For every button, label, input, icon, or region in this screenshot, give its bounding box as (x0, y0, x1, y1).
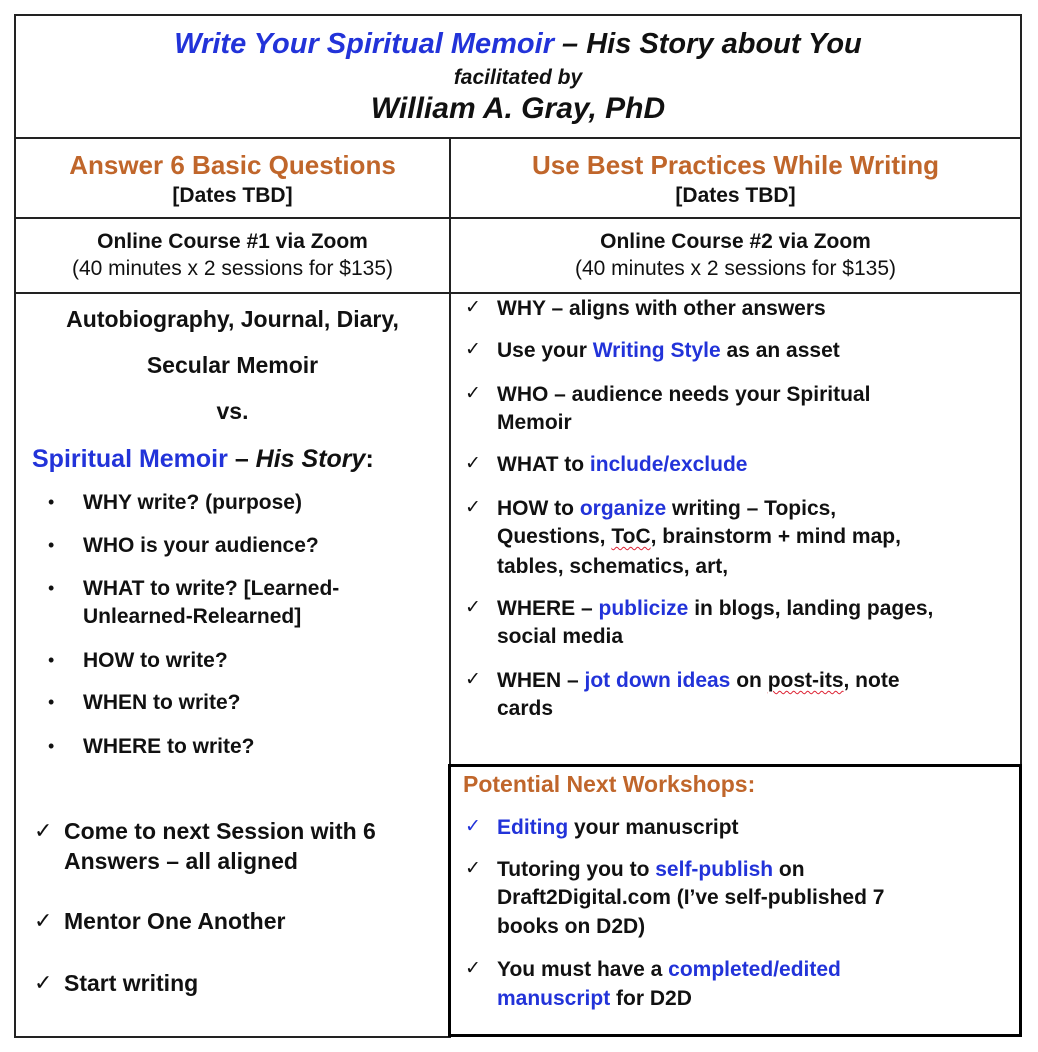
check-icon: ✓ (465, 958, 481, 979)
bullet-dot: • (48, 736, 55, 756)
right-heading: Use Best Practices While Writing (532, 150, 939, 180)
left-bullet-who: WHO is your audience? (83, 534, 319, 557)
right-item-who: WHO – audience needs your Spiritual (497, 383, 871, 406)
frame-top (14, 14, 1022, 16)
left-bullet-why: WHY write? (purpose) (83, 491, 302, 514)
check-icon: ✓ (465, 383, 481, 404)
next-item-tutoring-cont: Draft2Digital.com (I’ve self-published 7 (497, 886, 885, 909)
next-item-tutoring-cont2: books on D2D) (497, 915, 646, 938)
right-item-when: WHEN – jot down ideas on post-its, note (497, 669, 900, 692)
right-course: Online Course #2 via Zoom (600, 230, 871, 253)
next-item-must-cont: manuscript for D2D (497, 987, 692, 1010)
right-item-how-cont2: tables, schematics, art, (497, 555, 729, 578)
next-item-tutoring: Tutoring you to self-publish on (497, 858, 805, 881)
check-icon: ✓ (465, 497, 481, 518)
right-item-why: WHY – aligns with other answers (497, 297, 826, 320)
right-item-when-cont: cards (497, 697, 554, 720)
right-item-style: Use your Writing Style as an asset (497, 339, 840, 362)
bullet-dot: • (48, 578, 55, 598)
next-workshops-heading: Potential Next Workshops: (463, 771, 756, 797)
left-course: Online Course #1 via Zoom (97, 230, 368, 253)
left-bullet-what-cont: Unlearned-Relearned] (83, 605, 302, 628)
left-course-detail: (40 minutes x 2 sessions for $135) (72, 257, 393, 280)
facilitated-by: facilitated by (453, 66, 583, 89)
left-check-session: Come to next Session with 6 (64, 818, 376, 844)
check-icon: ✓ (34, 908, 53, 933)
left-types-line1: Autobiography, Journal, Diary, (66, 306, 399, 332)
check-icon: ✓ (465, 453, 481, 474)
frame-heading-divider (14, 217, 1022, 219)
left-check-mentor: Mentor One Another (64, 908, 286, 934)
title-blue: Write Your Spiritual Memoir (174, 28, 554, 60)
right-item-what: WHAT to include/exclude (497, 453, 748, 476)
left-types-line2: Secular Memoir (146, 352, 319, 378)
right-item-how: HOW to organize writing – Topics, (497, 497, 837, 520)
left-bullet-what: WHAT to write? [Learned- (83, 577, 340, 600)
right-item-where: WHERE – publicize in blogs, landing pages, (497, 597, 934, 620)
check-icon: ✓ (465, 339, 481, 360)
check-icon: ✓ (465, 669, 481, 690)
left-bullet-how: HOW to write? (83, 649, 228, 672)
next-item-editing: Editing your manuscript (497, 816, 739, 839)
check-icon: ✓ (465, 816, 481, 837)
check-icon: ✓ (34, 818, 53, 843)
left-check-start: Start writing (64, 970, 199, 996)
bullet-dot: • (48, 492, 55, 512)
check-icon: ✓ (34, 970, 53, 995)
right-item-who-cont: Memoir (497, 411, 572, 434)
bullet-dot: • (48, 692, 55, 712)
check-icon: ✓ (465, 858, 481, 879)
left-bullet-where: WHERE to write? (83, 735, 255, 758)
page-title (14, 28, 1022, 61)
bullet-dot: • (48, 535, 55, 555)
check-icon: ✓ (465, 597, 481, 618)
title-rest: – His Story about You (553, 28, 862, 60)
left-vs: vs. (216, 398, 249, 424)
frame-bottom-left (14, 1036, 450, 1038)
frame-course-divider (14, 292, 1022, 294)
left-bullet-when: WHEN to write? (83, 691, 241, 714)
right-dates: [Dates TBD] (675, 184, 796, 207)
bullet-dot: • (48, 650, 55, 670)
check-icon: ✓ (465, 297, 481, 318)
next-item-must: You must have a completed/edited (497, 958, 841, 981)
left-dates: [Dates TBD] (172, 184, 293, 207)
frame-right (1020, 14, 1022, 766)
left-check-session-cont: Answers – all aligned (64, 848, 298, 874)
right-item-where-cont: social media (497, 625, 624, 648)
right-item-how-cont: Questions, ToC, brainstorm + mind map, (497, 525, 901, 548)
right-course-detail: (40 minutes x 2 sessions for $135) (575, 257, 896, 280)
author-name: William A. Gray, PhD (370, 92, 666, 125)
left-spiritual-memoir: Spiritual Memoir – His Story: (32, 445, 374, 473)
left-heading: Answer 6 Basic Questions (69, 150, 396, 180)
frame-title-divider (14, 137, 1022, 139)
